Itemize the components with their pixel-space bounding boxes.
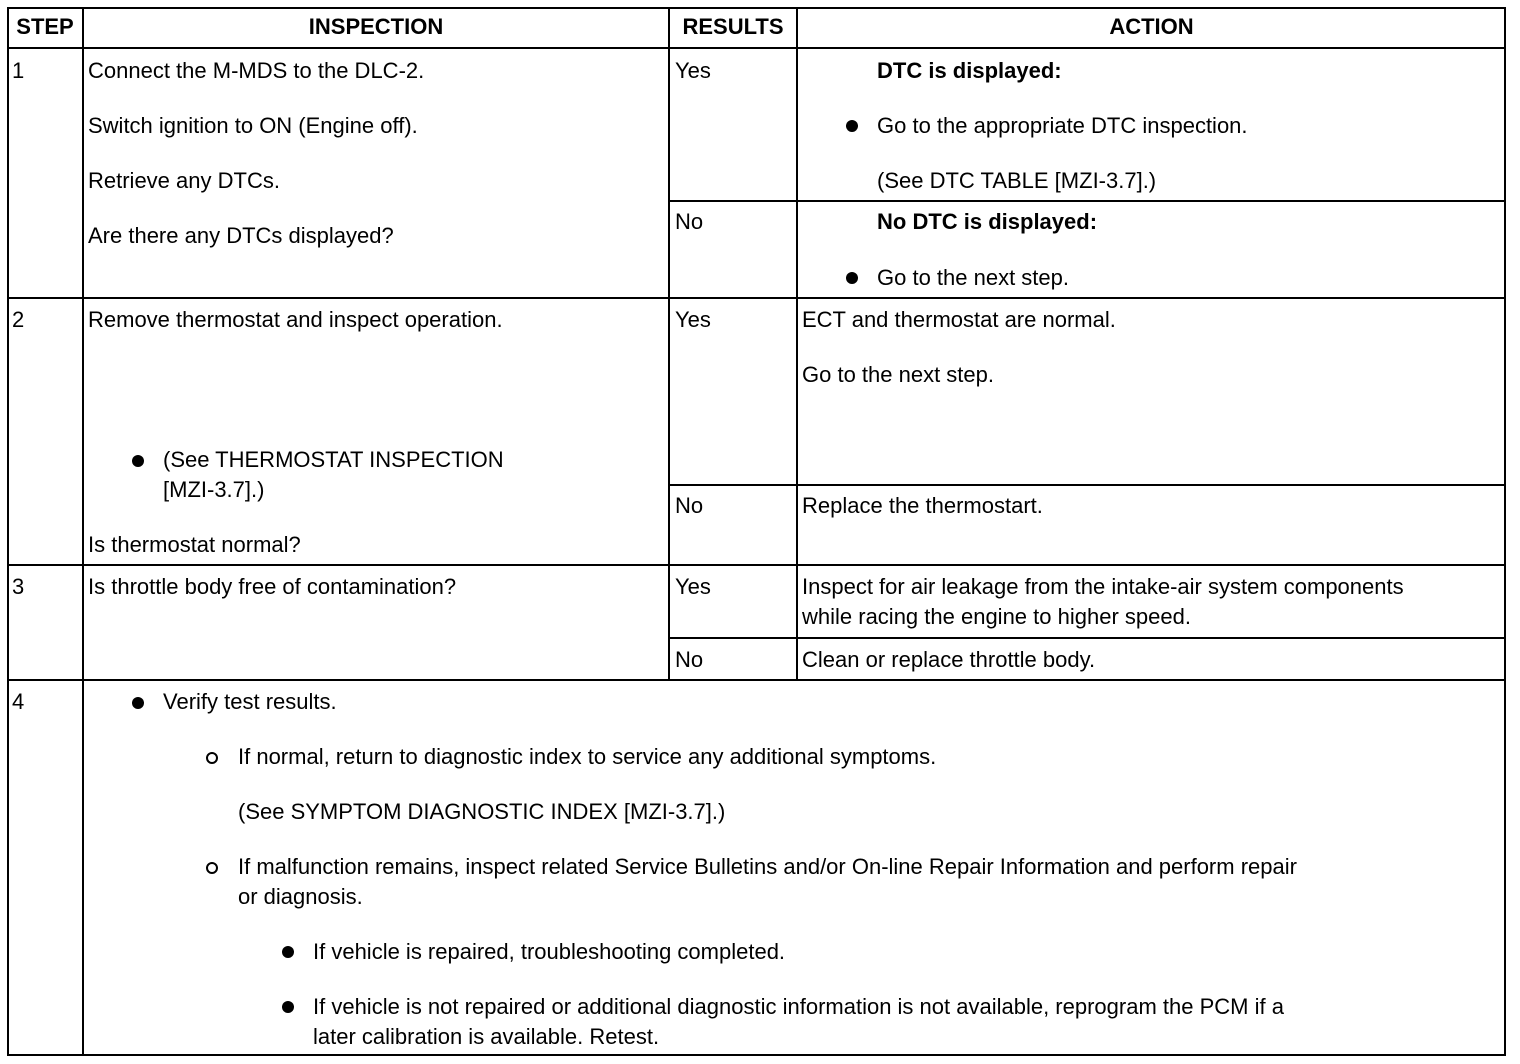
r4-sub2b-line2: later calibration is available. Retest. (313, 1024, 660, 1049)
r4-sub2-line2: or diagnosis. (238, 884, 363, 909)
r1-no-heading: No DTC is displayed: (877, 209, 1098, 234)
step-4: 4 (12, 689, 25, 714)
r1-yes-heading: DTC is displayed: (877, 58, 1062, 83)
r2-yes-action-1: ECT and thermostat are normal. (802, 307, 1116, 332)
row-divider-header (7, 47, 1506, 49)
r1-yes-bullet: Go to the appropriate DTC inspection. (877, 113, 1248, 138)
header-step: STEP (16, 14, 74, 39)
bullet-icon (132, 697, 144, 709)
row-divider-1 (7, 297, 1506, 299)
r3-yes-action-2: while racing the engine to higher speed. (802, 604, 1191, 629)
col-divider-step (82, 7, 84, 1056)
header-action: ACTION (1109, 14, 1194, 39)
r1-inspection-1: Connect the M-MDS to the DLC-2. (88, 58, 425, 83)
r2-inspection-bullet-2: [MZI-3.7].) (163, 477, 265, 502)
r2-no-action: Replace the thermostart. (802, 493, 1043, 518)
bullet-icon (846, 120, 858, 132)
r2-inspection-1: Remove thermostat and inspect operation. (88, 307, 503, 332)
r2-result-no: No (675, 493, 704, 518)
r2-inspection-question: Is thermostat normal? (88, 532, 301, 557)
row-divider-2 (7, 564, 1506, 566)
step-2: 2 (12, 307, 25, 332)
r3-no-action: Clean or replace throttle body. (802, 647, 1096, 672)
r1-result-no: No (675, 209, 704, 234)
r4-bullet: Verify test results. (163, 689, 337, 714)
r4-sub1-ref: (See SYMPTOM DIAGNOSTIC INDEX [MZI-3.7].) (238, 799, 726, 824)
r3-inspection: Is throttle body free of contamination? (88, 574, 457, 599)
bullet-icon (846, 272, 858, 284)
r1-inspection-4: Are there any DTCs displayed? (88, 223, 394, 248)
r1-inspection-3: Retrieve any DTCs. (88, 168, 280, 193)
r1-yes-ref: (See DTC TABLE [MZI-3.7].) (877, 168, 1157, 193)
r1-no-bullet: Go to the next step. (877, 265, 1070, 290)
row3-result-divider (668, 637, 1506, 639)
r4-sub1: If normal, return to diagnostic index to service any additional symptoms. (238, 744, 937, 769)
col-divider-inspection (668, 7, 670, 680)
r4-sub2b-line1: If vehicle is not repaired or additional diagnostic information is not available, reprogram the PCM if a (313, 994, 1284, 1019)
bullet-icon (132, 455, 144, 467)
r3-result-yes: Yes (675, 574, 711, 599)
step-3: 3 (12, 574, 25, 599)
r2-inspection-bullet-1: (See THERMOSTAT INSPECTION (163, 447, 504, 472)
row2-result-divider (668, 484, 1506, 486)
bullet-icon (282, 1001, 294, 1013)
r4-sub2-line1: If malfunction remains, inspect related Service Bulletins and/or On-line Repair Information and perform repair (238, 854, 1297, 879)
col-divider-results (796, 7, 798, 680)
row-divider-3 (7, 679, 1506, 681)
header-inspection: INSPECTION (308, 14, 444, 39)
sub-bullet-icon (206, 752, 218, 764)
row1-result-divider (668, 200, 1506, 202)
r3-result-no: No (675, 647, 704, 672)
step-1: 1 (12, 58, 25, 83)
r1-result-yes: Yes (675, 58, 711, 83)
r4-sub2a: If vehicle is repaired, troubleshooting completed. (313, 939, 786, 964)
header-results: RESULTS (682, 14, 784, 39)
r3-yes-action-1: Inspect for air leakage from the intake-air system components (802, 574, 1404, 599)
bullet-icon (282, 946, 294, 958)
sub-bullet-icon (206, 862, 218, 874)
r2-yes-action-2: Go to the next step. (802, 362, 995, 387)
r2-result-yes: Yes (675, 307, 711, 332)
r1-inspection-2: Switch ignition to ON (Engine off). (88, 113, 418, 138)
